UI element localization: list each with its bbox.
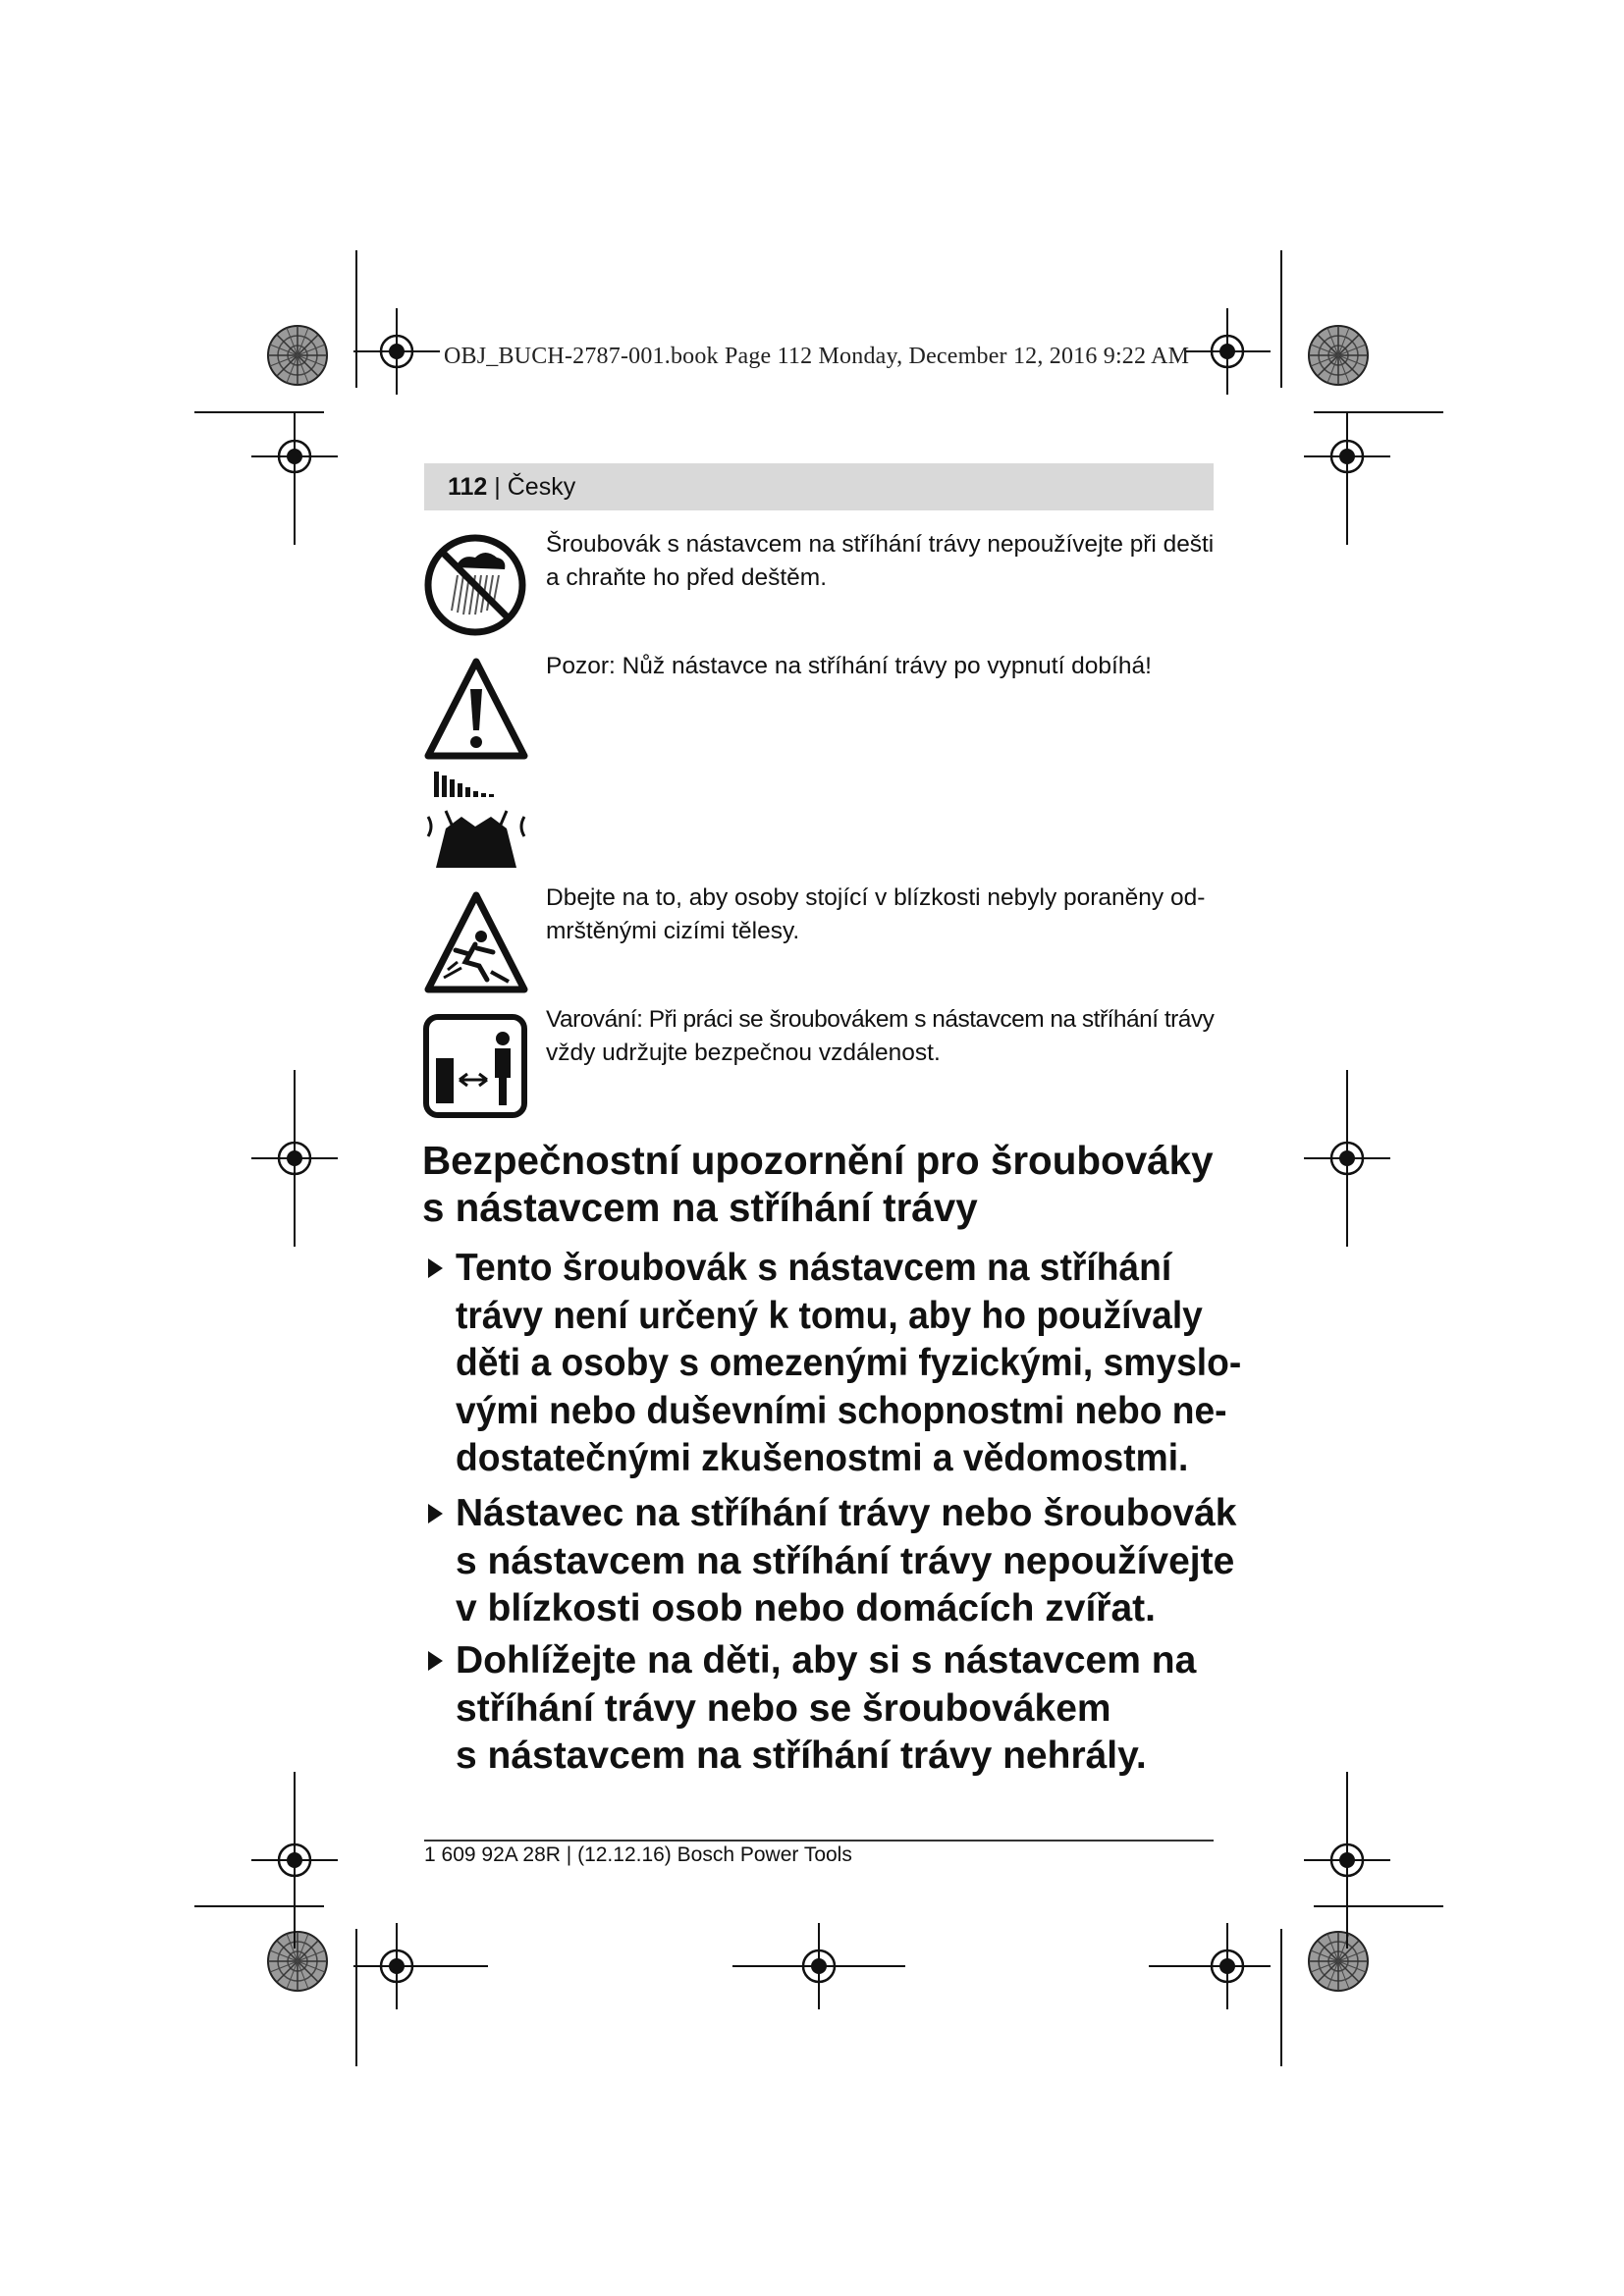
section-title-line: s nástavcem na stříhání trávy bbox=[422, 1185, 978, 1230]
safe-distance-icon bbox=[422, 1013, 530, 1121]
bullet-triangle-icon bbox=[428, 1504, 443, 1523]
bullet-triangle-icon bbox=[428, 1651, 443, 1671]
warning-triangle-icon bbox=[422, 656, 530, 764]
bullet-line: v blízkosti osob nebo domácích zvířat. bbox=[456, 1587, 1156, 1629]
icon-text-line: mrštěnými cizími tělesy. bbox=[546, 918, 800, 944]
icon-text-4 bbox=[546, 881, 1214, 948]
bullet-line: vými nebo duševními schopnostmi nebo ne- bbox=[456, 1389, 1227, 1432]
header-separator: | bbox=[487, 473, 508, 501]
blade-rundown-icon bbox=[422, 768, 530, 874]
bullet-line: dostatečnými zkušenostmi a vědomostmi. bbox=[456, 1437, 1189, 1479]
header-text bbox=[448, 473, 575, 502]
icon-text-line: a chraňte ho před deštěm. bbox=[546, 564, 828, 591]
bullet-line: děti a osoby s omezenými fyzickými, smyslo- bbox=[456, 1342, 1242, 1384]
bullet-line: stříhání trávy nebo se šroubovákem bbox=[456, 1686, 1111, 1730]
icon-text-line: Pozor: Nůž nástavce na stříhání trávy po vypnutí dobíhá! bbox=[546, 653, 1152, 679]
no-rain-icon bbox=[422, 532, 530, 636]
icon-text-line: Varování: Při práci se šroubovákem s nástavcem na stříhání trávy bbox=[546, 1006, 1215, 1033]
icon-text-line: Dbejte na to, aby osoby stojící v blízkosti nebyly poraněny od- bbox=[546, 884, 1206, 911]
footer-rule bbox=[424, 1840, 1214, 1842]
footer-text: 1 609 92A 28R | (12.12.16) Bosch Power Tools bbox=[424, 1843, 852, 1866]
bullet-line: s nástavcem na stříhání trávy nehrály. bbox=[456, 1735, 1147, 1777]
bullet-line: trávy není určený k tomu, aby ho používaly bbox=[456, 1294, 1203, 1337]
icon-text-1 bbox=[546, 528, 1214, 595]
bullet-triangle-icon bbox=[428, 1258, 443, 1278]
page-header bbox=[424, 463, 1214, 510]
section-title-line: Bezpečnostní upozornění pro šroubováky bbox=[422, 1138, 1214, 1183]
header-language: Česky bbox=[507, 473, 576, 501]
page-number: 112 bbox=[448, 473, 488, 501]
bullet-line: Nástavec na stříhání trávy nebo šroubovák bbox=[456, 1492, 1237, 1534]
print-slug: OBJ_BUCH-2787-001.book Page 112 Monday, December 12, 2016 9:22 AM bbox=[444, 344, 1190, 369]
bullet-line: s nástavcem na stříhání trávy nepoužívejte bbox=[456, 1539, 1235, 1582]
bullet-line: Dohlížejte na děti, aby si s nástavcem na bbox=[456, 1639, 1197, 1682]
icon-text-2 bbox=[546, 650, 1214, 683]
section-title bbox=[422, 1137, 1225, 1231]
thrown-objects-icon bbox=[422, 889, 530, 997]
icon-text-5 bbox=[546, 1003, 1214, 1070]
bullet-line: Tento šroubovák s nástavcem na stříhání bbox=[456, 1247, 1172, 1289]
icon-text-line: vždy udržujte bezpečnou vzdálenost. bbox=[546, 1040, 941, 1066]
icon-text-line: Šroubovák s nástavcem na stříhání trávy nepoužívejte při dešti bbox=[546, 531, 1215, 558]
